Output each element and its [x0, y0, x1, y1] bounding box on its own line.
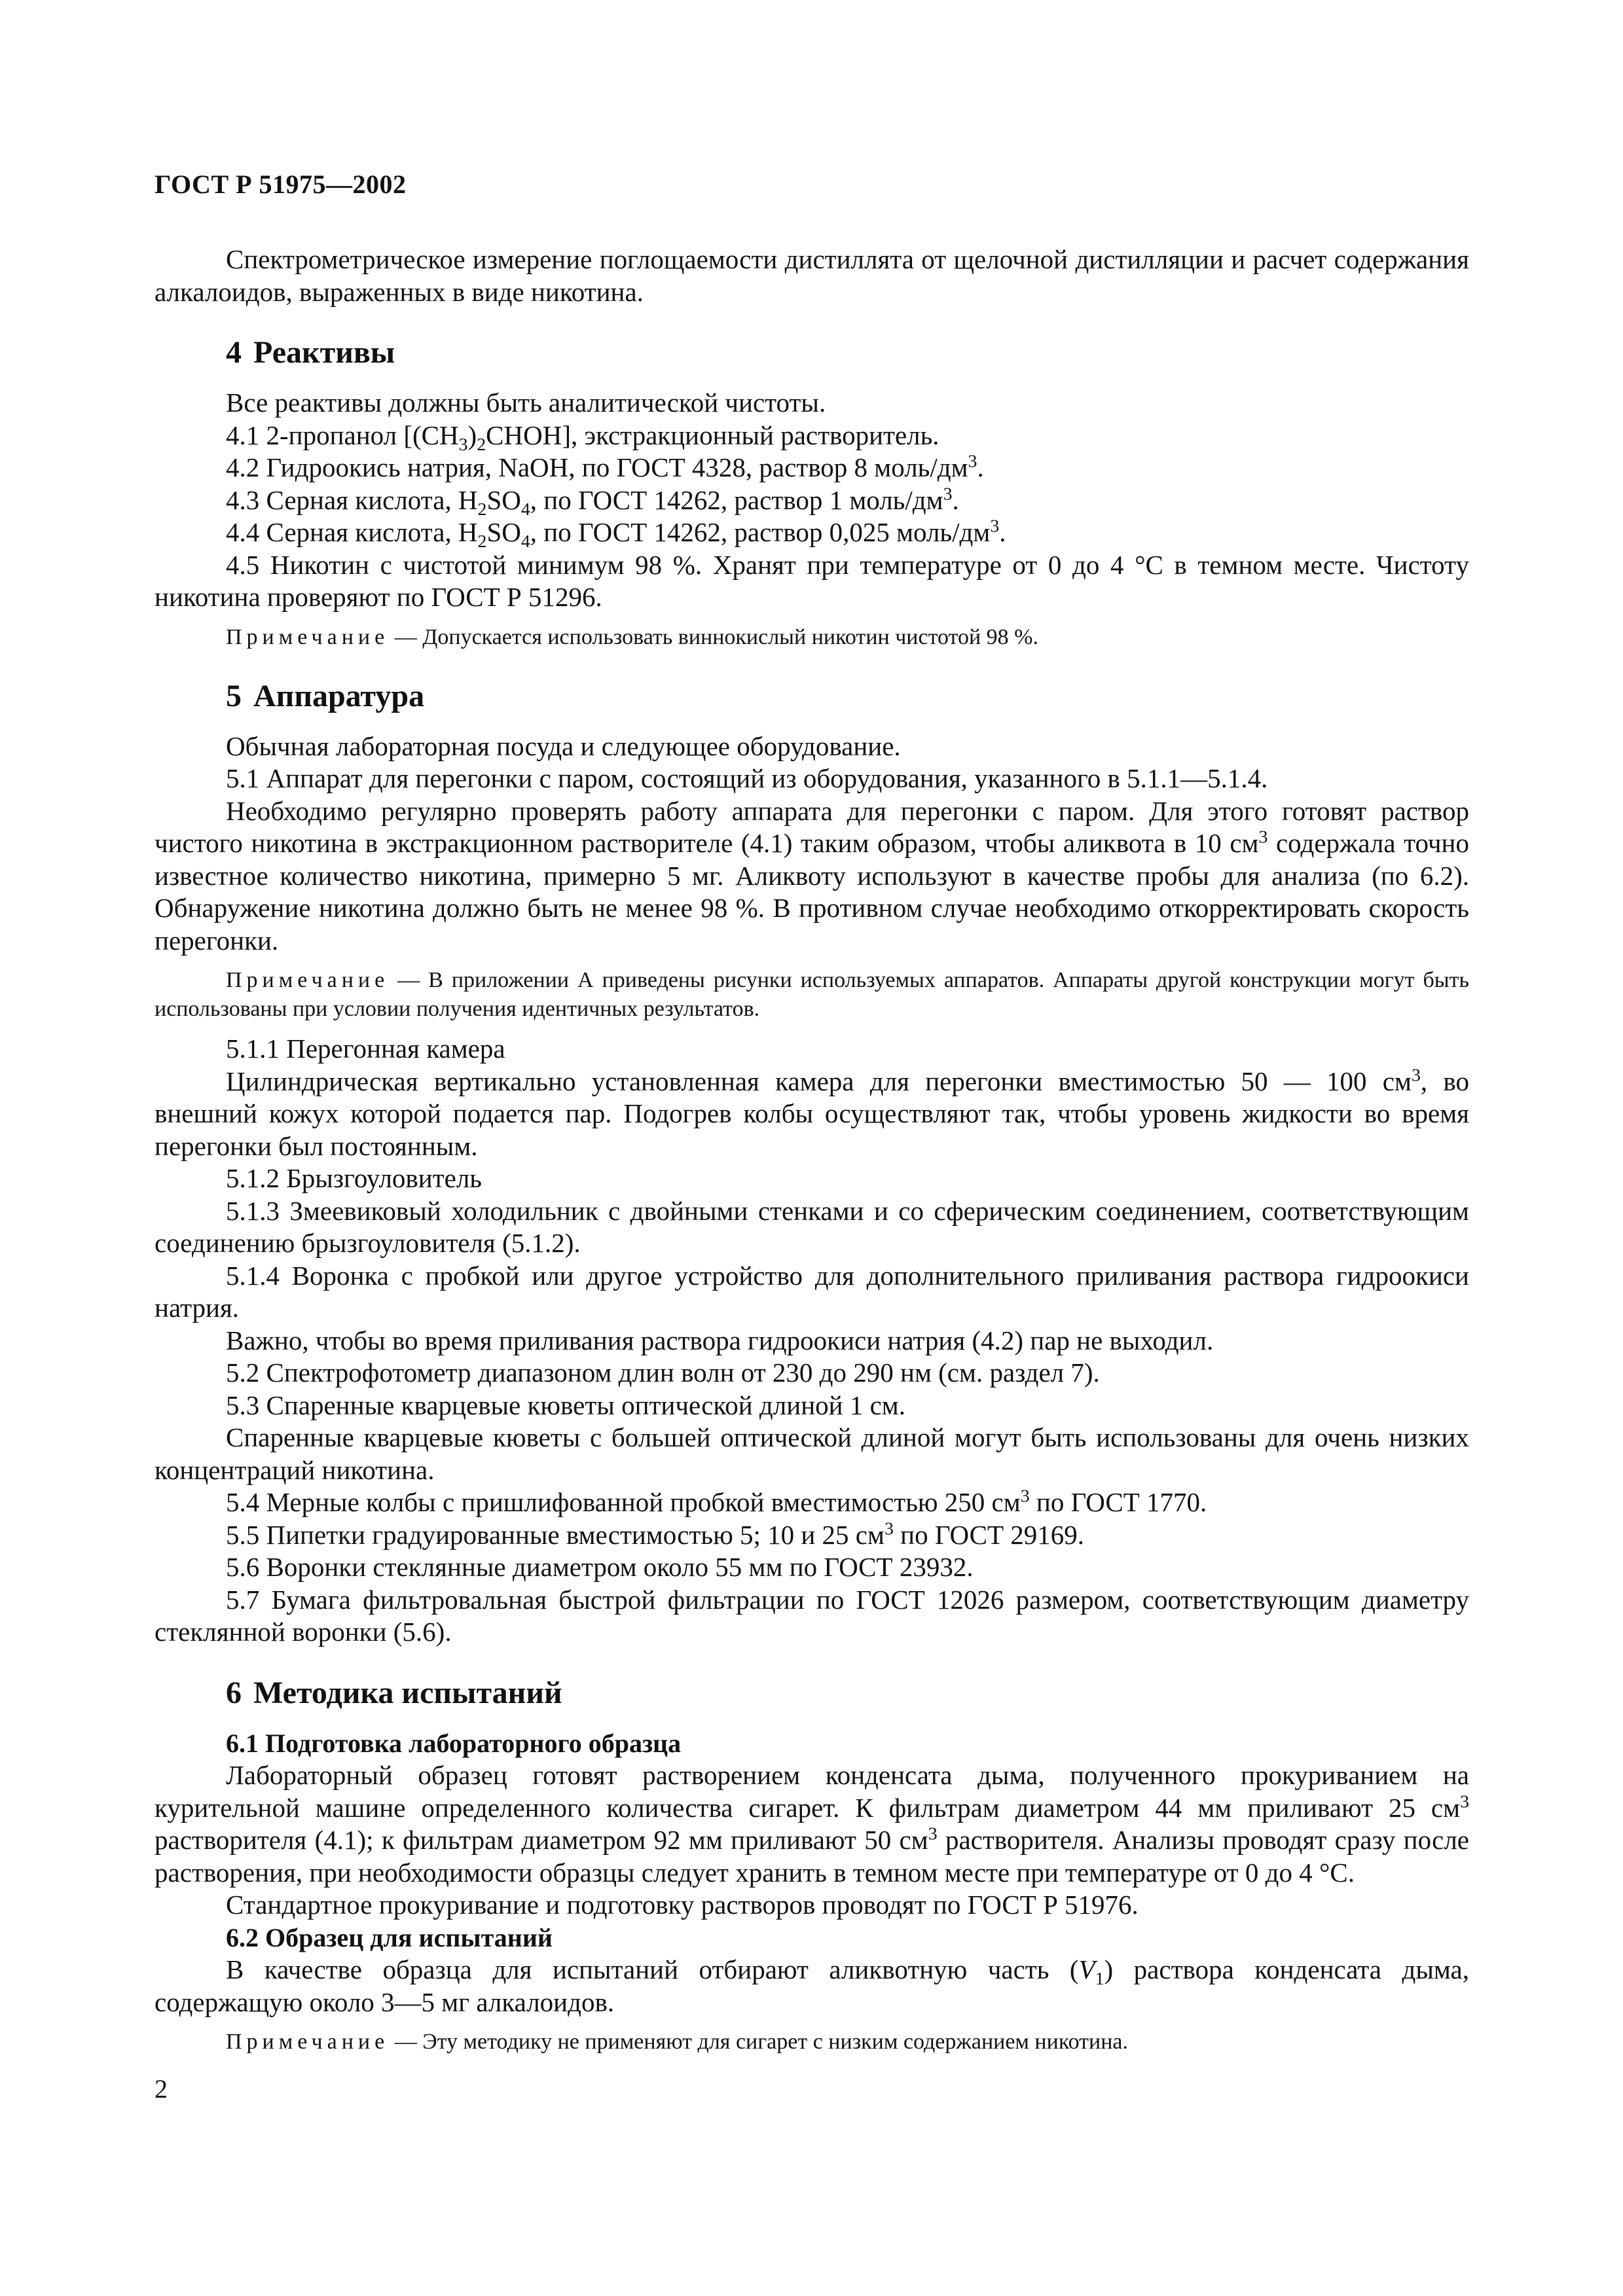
subscript: 4 — [520, 531, 530, 552]
text-part: Лабораторный образец готовят растворением конденсата дыма, полученного прокуриванием на курительной машине определенного количества сигарет. К фильтрам диаметром 44 мм приливают 25 см — [155, 1760, 1469, 1823]
subsection-6-2-text — [155, 1954, 1469, 2018]
section-number: 6 — [226, 1675, 242, 1710]
section-title: Аппаратура — [253, 678, 425, 713]
text-part: , по ГОСТ 14262, раствор 1 моль/дм — [530, 484, 943, 515]
text-part: содержала точно известное количество никотина, примерно 5 мг. Аликвоту используют в качестве пробы для анализа (по 6.2). Обнаружение никотина должно быть не менее 98 %. В противном случае необходимо откорректировать скорость перегонки. — [155, 828, 1469, 956]
section-title: Реактивы — [253, 335, 395, 370]
text-part: . — [952, 484, 959, 515]
section-4-heading — [226, 334, 1469, 371]
note-text: — Эту методику не применяют для сигарет с низким содержанием никотина. — [389, 2030, 1129, 2054]
item-5-2: 5.2 Спектрофотометр диапазоном длин волн от 230 до 290 нм (см. раздел 7). — [226, 1357, 1100, 1388]
superscript: 3 — [943, 483, 953, 504]
text-part: 4.1 2-пропанол [(CH — [226, 420, 459, 450]
text-part: В качестве образца для испытаний отбирают аликвотную часть ( — [226, 1954, 1079, 1984]
subsection-6-1-standard: Стандартное прокуривание и подготовку растворов проводят по ГОСТ Р 51976. — [226, 1890, 1139, 1920]
item-5-1: 5.1 Аппарат для перегонки с паром, состоящий из оборудования, указанного в 5.1.1—5.1.4. — [226, 763, 1268, 793]
subsection-6-2-title: 6.2 Образец для испытаний — [226, 1922, 553, 1952]
note-text: — Допускается использовать виннокислый никотин чистотой 98 %. — [389, 624, 1038, 649]
note-label: Примечание — [226, 968, 390, 992]
text-part: растворителя (4.1); к фильтрам диаметром 92 мм приливают 50 см — [155, 1825, 928, 1855]
text-part: по ГОСТ 29169. — [893, 1519, 1085, 1550]
reagents-lead: Все реактивы должны быть аналитической чистоты. — [226, 387, 826, 418]
item-5-3: 5.3 Спаренные кварцевые кюветы оптической длиной 1 см. — [226, 1390, 905, 1420]
superscript: 3 — [990, 516, 1000, 537]
item-4-2 — [155, 452, 1469, 484]
text-part: SO — [486, 517, 521, 547]
subscript: 1 — [1095, 1969, 1104, 1990]
page-number: 2 — [155, 2074, 168, 2104]
section-number: 5 — [226, 678, 242, 713]
text-part: растворителя. Анализы проводят сразу после растворения, при необходимости образцы следует хранить в темном месте при температуре от 0 до 4 °C. — [155, 1825, 1469, 1888]
text-part: 5.4 Мерные колбы с пришлифованной пробкой вместимостью 250 см — [226, 1487, 1021, 1517]
superscript: 3 — [1411, 1064, 1421, 1085]
note-label: Примечание — [226, 2030, 390, 2054]
item-5-5 — [155, 1519, 1469, 1552]
subscript: 3 — [458, 434, 468, 455]
superscript: 3 — [1460, 1791, 1469, 1812]
superscript: 3 — [968, 451, 977, 472]
superscript: 3 — [884, 1518, 894, 1539]
item-5-6: 5.6 Воронки стеклянные диаметром около 55 мм по ГОСТ 23932. — [226, 1552, 974, 1582]
text-part: . — [999, 517, 1006, 547]
subscript: 4 — [520, 499, 530, 520]
text-part: Необходимо регулярно проверять работу аппарата для перегонки с паром. Для этого готовят раствор чистого никотина в экстракционном растворителе (4.1) таким образом, чтобы аликвота в 10 см — [155, 795, 1469, 858]
subscript: 2 — [477, 531, 487, 552]
note-section-5 — [155, 966, 1469, 1024]
item-5-1-1-text — [155, 1066, 1469, 1163]
text-part: 4.3 Серная кислота, H — [226, 484, 478, 515]
text-part: ) раствора конденсата дыма, содержащую около 3—5 мг алкалоидов. — [155, 1954, 1469, 2017]
item-5-3-text: Спаренные кварцевые кюветы с большей оптической длиной могут быть использованы для очень низких концентраций никотина. — [155, 1422, 1469, 1485]
subscript: 2 — [477, 434, 486, 455]
section-number: 4 — [226, 335, 242, 370]
note-label: Примечание — [226, 624, 390, 649]
important-paragraph: Важно, чтобы во время приливания раствора гидроокиси натрия (4.2) пар не выходил. — [226, 1325, 1214, 1355]
item-5-1-2: 5.1.2 Брызгоуловитель — [226, 1163, 483, 1193]
item-5-1-1: 5.1.1 Перегонная камера — [226, 1033, 505, 1064]
subscript: 2 — [477, 499, 487, 520]
item-4-5: 4.5 Никотин с чистотой минимум 98 %. Хранят при температуре от 0 до 4 °C в темном месте. Чистоту никотина проверяют по ГОСТ Р 51296. — [155, 549, 1469, 612]
text-part: , по ГОСТ 14262, раствор 0,025 моль/дм — [530, 517, 991, 547]
subsection-6-1-title: 6.1 Подготовка лабораторного образца — [226, 1728, 682, 1758]
superscript: 3 — [928, 1823, 938, 1844]
text-part: 4.2 Гидроокись натрия, NaOH, по ГОСТ 4328, раствор 8 моль/дм — [226, 452, 968, 482]
text-part: . — [977, 452, 984, 482]
note-section-4 — [155, 623, 1469, 652]
superscript: 3 — [1020, 1486, 1030, 1507]
text-part: SO — [486, 484, 521, 515]
text-part: Цилиндрическая вертикально установленная камера для перегонки вместимостью 50 — 100 см — [226, 1066, 1412, 1096]
subsection-6-1-text — [155, 1759, 1469, 1889]
text-part: , во внешний кожух которой подается пар. Подогрев колбы осуществляют так, чтобы уровень жидкости во время перегонки был постоянным. — [155, 1066, 1469, 1161]
document-body — [155, 243, 1469, 2066]
item-5-1-3: 5.1.3 Змеевиковый холодильник с двойными стенками и со сферическим соединением, соответствующим соединению брызгоуловителя (5.1.2). — [155, 1195, 1469, 1258]
item-4-3 — [155, 483, 1469, 520]
text-part: 4.4 Серная кислота, H — [226, 517, 478, 547]
note-section-6 — [155, 2028, 1469, 2056]
text-part: CHOH], экстракционный растворитель. — [486, 420, 939, 450]
text-part: по ГОСТ 1770. — [1029, 1487, 1207, 1517]
item-4-4 — [155, 516, 1469, 552]
text-part: ) — [467, 420, 477, 450]
apparatus-lead: Обычная лабораторная посуда и следующее оборудование. — [226, 730, 901, 761]
item-5-4 — [155, 1486, 1469, 1519]
intro-paragraph: Спектрометрическое измерение поглощаемости дистиллята от щелочной дистилляции и расчет содержания алкалоидов, выраженных в виде никотина. — [155, 244, 1469, 307]
section-title: Методика испытаний — [253, 1675, 562, 1710]
note-text: — В приложении А приведены рисунки используемых аппаратов. Аппараты другой конструкции могут быть использованы при условии получения идентичных результатов. — [155, 968, 1469, 1021]
variable-v: V — [1078, 1954, 1095, 1984]
section-5-heading — [226, 678, 1469, 715]
document-code-header: ГОСТ Р 51975—2002 — [155, 170, 407, 199]
item-5-7: 5.7 Бумага фильтровальная быстрой фильтрации по ГОСТ 12026 размером, соответствующим диаметру стеклянной воронки (5.6). — [155, 1584, 1469, 1647]
superscript: 3 — [1258, 827, 1268, 848]
item-5-1-4: 5.1.4 Воронка с пробкой или другое устройство для дополнительного приливания раствора гидроокиси натрия. — [155, 1260, 1469, 1323]
text-part: 5.5 Пипетки градуированные вместимостью 5; 10 и 25 см — [226, 1519, 884, 1550]
apparatus-check-paragraph — [155, 795, 1469, 958]
section-6-heading — [226, 1675, 1469, 1712]
item-4-1 — [155, 420, 1469, 455]
